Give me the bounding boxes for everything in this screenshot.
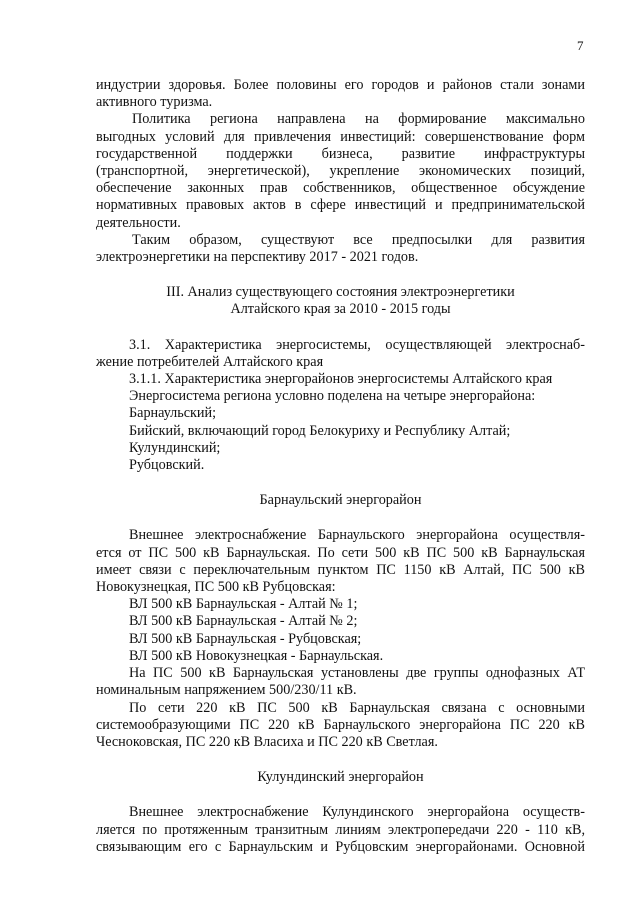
section-title: III. Анализ существующего состояния электроэнергетики xyxy=(166,284,515,301)
document-body xyxy=(96,77,585,856)
text-line: государственной поддержки бизнеса, развитие инфраструктуры xyxy=(96,145,585,162)
text-line: ется от ПС 500 кВ Барнаульская. По сети 500 кВ ПС 500 кВ Барнаульская xyxy=(96,544,585,561)
text-line: Новокузнецкая, ПС 500 кВ Рубцовская: xyxy=(96,579,336,596)
text-line: ляется по протяженным транзитным линиям электропередачи 220 - 110 кВ, xyxy=(96,821,585,838)
text-line: Таким образом, существуют все предпосылки для развития xyxy=(132,231,585,248)
text-line: нормативных правовых актов в сфере инвестиций и предпринимательской xyxy=(96,197,585,214)
list-item: ВЛ 500 кВ Новокузнецкая - Барнаульская. xyxy=(129,647,384,664)
text-line: выгодных условий для привлечения инвестиций: совершенствование форм xyxy=(96,128,585,145)
list-item: ВЛ 500 кВ Барнаульская - Алтай № 1; xyxy=(129,596,358,613)
text-line: имеет связи с переключательным пунктом ПС 1150 кВ Алтай, ПС 500 кВ xyxy=(96,561,585,578)
text-line: активного туризма. xyxy=(96,94,213,111)
text-line: Внешнее электроснабжение Кулундинского энергорайона осуществ- xyxy=(129,804,585,821)
text-line: системообразующими ПС 220 кВ Барнаульского энергорайона ПС 220 кВ xyxy=(96,716,585,733)
text-line: номинальным напряжением 500/230/11 кВ. xyxy=(96,682,357,699)
text-line: индустрии здоровья. Более половины его городов и районов стали зонами xyxy=(96,77,585,93)
text-line: По сети 220 кВ ПС 500 кВ Барнаульская связана с основными xyxy=(129,699,585,716)
text-line: электроэнергетики на перспективу 2017 - 2021 годов. xyxy=(96,249,419,266)
text-line: (транспортной, энергетической), укрепление экономических позиций, xyxy=(96,163,585,180)
text-line: деятельности. xyxy=(96,214,181,231)
subsection-heading: 3.1. Характеристика энергосистемы, осуществляющей электроснаб- xyxy=(129,336,585,353)
list-item: ВЛ 500 кВ Барнаульская - Рубцовская; xyxy=(129,630,362,647)
text-line: Чесноковская, ПС 220 кВ Власиха и ПС 220 кВ Светлая. xyxy=(96,733,438,750)
text-line: Политика региона направлена на формирование максимально xyxy=(132,111,585,128)
text-line: На ПС 500 кВ Барнаульская установлены две группы однофазных АТ xyxy=(129,665,585,682)
list-item: ВЛ 500 кВ Барнаульская - Алтай № 2; xyxy=(129,613,358,630)
region-heading: Кулундинский энергорайон xyxy=(257,769,424,786)
text-line: Внешнее электроснабжение Барнаульского энергорайона осуществля- xyxy=(129,527,585,544)
subsection-heading: 3.1.1. Характеристика энергорайонов энергосистемы Алтайского края xyxy=(129,371,553,388)
page-number: 7 xyxy=(577,38,584,53)
list-item: Бийский, включающий город Белокуриху и Республику Алтай; xyxy=(129,422,511,439)
text-line: Энергосистема региона условно поделена на четыре энергорайона: xyxy=(129,388,536,405)
region-heading: Барнаульский энергорайон xyxy=(259,492,422,509)
list-item: Кулундинский; xyxy=(129,439,221,456)
text-line: жение потребителей Алтайского края xyxy=(96,353,324,370)
list-item: Барнаульский; xyxy=(129,405,217,422)
text-line: обеспечение законных прав собственников, общественное обсуждение xyxy=(96,180,585,197)
text-line: связывающим его с Барнаульским и Рубцовским энергорайонами. Основной xyxy=(96,838,585,855)
list-item: Рубцовский. xyxy=(129,457,205,474)
section-title: Алтайского края за 2010 - 2015 годы xyxy=(230,301,451,318)
